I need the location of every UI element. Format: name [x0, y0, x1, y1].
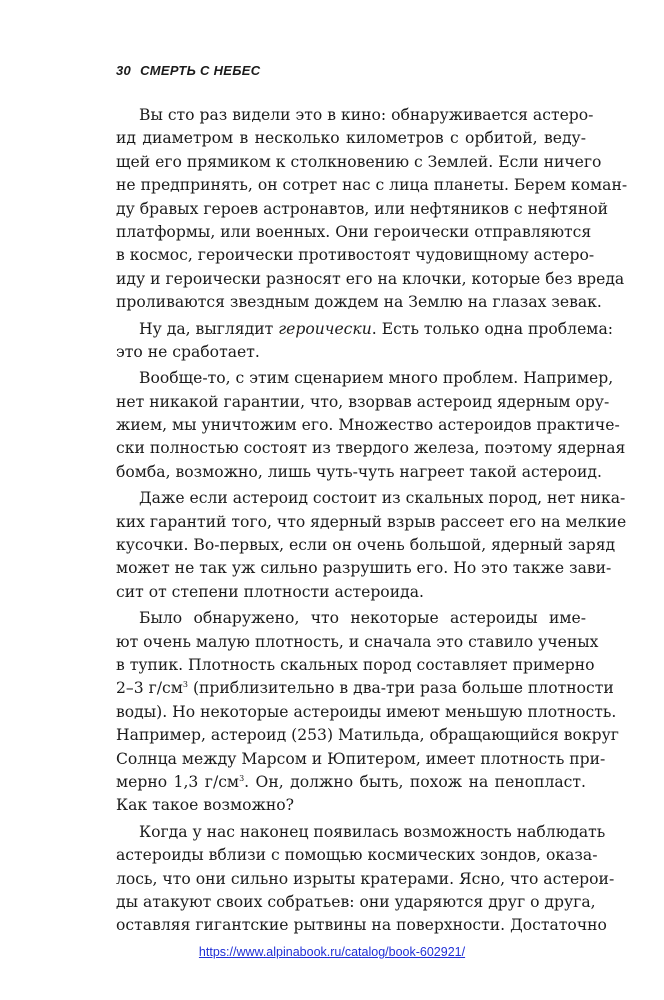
text-line: кусочки. Во-первых, если он очень большой, ядерный заряд [116, 536, 616, 555]
text-line: Как такое возможно? [116, 796, 294, 815]
paragraph [116, 104, 628, 315]
text-line: ют очень малую плотность, и сначала это ставило ученых [116, 632, 599, 651]
text-line: в тупик. Плотность скальных пород составляет примерно [116, 655, 595, 674]
text-line: Вы сто раз видели это в кино: обнаруживается астеро- [139, 106, 594, 124]
text-line: Было обнаружено, что некоторые астероиды име- [139, 609, 586, 628]
text-line: ды атакуют своих собратьев: они ударяются друг о друга, [116, 892, 596, 911]
text-line [116, 318, 613, 341]
paragraph [116, 821, 615, 938]
emphasis: героически [278, 319, 372, 338]
paragraph [116, 607, 619, 818]
text-line: иду и героически разносят его на клочки, которые без вреда [116, 269, 625, 288]
text-line: Даже если астероид состоит из скальных пород, нет ника- [139, 489, 626, 508]
text-line: ски полностью состоят из твердого железа, поэтому ядерная [116, 439, 626, 458]
text-line: Солнца между Марсом и Юпитером, имеет плотность при- [116, 749, 606, 768]
text-line: лось, что они сильно изрыты кратерами. Ясно, что астерои- [116, 869, 615, 888]
text-run: (приблизительно в два-три раза больше плотности [187, 679, 614, 698]
text-line: сит от степени плотности астероида. [116, 582, 424, 601]
text-line: воды). Но некоторые астероиды имеют меньшую плотность. [116, 702, 617, 721]
text-line: ду бравых героев астронавтов, или нефтяников с нефтяной [116, 199, 609, 218]
text-line [116, 677, 614, 700]
running-head [116, 63, 260, 78]
text-line: может не так уж сильно разрушить его. Но это также зави- [116, 559, 612, 578]
text-line: в космос, героически противостоят чудовищному астеро- [116, 246, 595, 265]
chapter-title: СМЕРТЬ С НЕБЕС [140, 63, 261, 78]
text-line: Когда у нас наконец появилась возможность наблюдать [139, 822, 606, 841]
text-line: щей его прямиком к столкновению с Землей. Если ничего [116, 152, 602, 171]
text-run: Ну да, выглядит [139, 319, 279, 338]
book-link[interactable]: https://www.alpinabook.ru/catalog/book-602921/ [198, 945, 466, 959]
text-line: жием, мы уничтожим его. Множество астероидов практиче- [116, 416, 620, 435]
text-line: ких гарантий того, что ядерный взрыв рассеет его на мелкие [116, 512, 627, 531]
paragraph [116, 487, 627, 604]
text-line: это не сработает. [116, 342, 260, 361]
text-line: не предпринять, он сотрет нас с лица планеты. Берем коман- [116, 176, 628, 195]
superscript: 3 [182, 680, 188, 690]
text-line: Вообще-то, с этим сценарием много проблем. Например, [139, 369, 614, 388]
body-text [116, 104, 628, 938]
text-line: ид диаметром в несколько километров с орбитой, веду- [116, 129, 586, 148]
text-line: оставляя гигантские рытвины на поверхности. Достаточно [116, 916, 607, 935]
text-run: мерно 1,3 г/см [116, 772, 240, 791]
page-number: 30 [116, 63, 132, 78]
text-run: 2–3 г/см [116, 679, 183, 698]
text-line [116, 771, 586, 794]
paragraph [116, 318, 613, 365]
text-line: проливаются звездным дождем на Землю на глазах зевак. [116, 293, 602, 312]
text-line: нет никакой гарантии, что, взорвав астероид ядерным ору- [116, 392, 610, 411]
text-line: астероиды вблизи с помощью космических зондов, оказа- [116, 846, 598, 865]
text-line: платформы, или военных. Они героически отправляются [116, 222, 592, 241]
text-line: Например, астероид (253) Матильда, обращающийся вокруг [116, 726, 619, 745]
superscript: 3 [239, 773, 245, 783]
paragraph [116, 367, 626, 484]
text-run: . Есть только одна проблема: [371, 319, 613, 338]
text-line: бомба, возможно, лишь чуть-чуть нагреет такой астероид. [116, 462, 602, 481]
text-run: . Он, должно быть, похож на пенопласт. [244, 772, 586, 791]
